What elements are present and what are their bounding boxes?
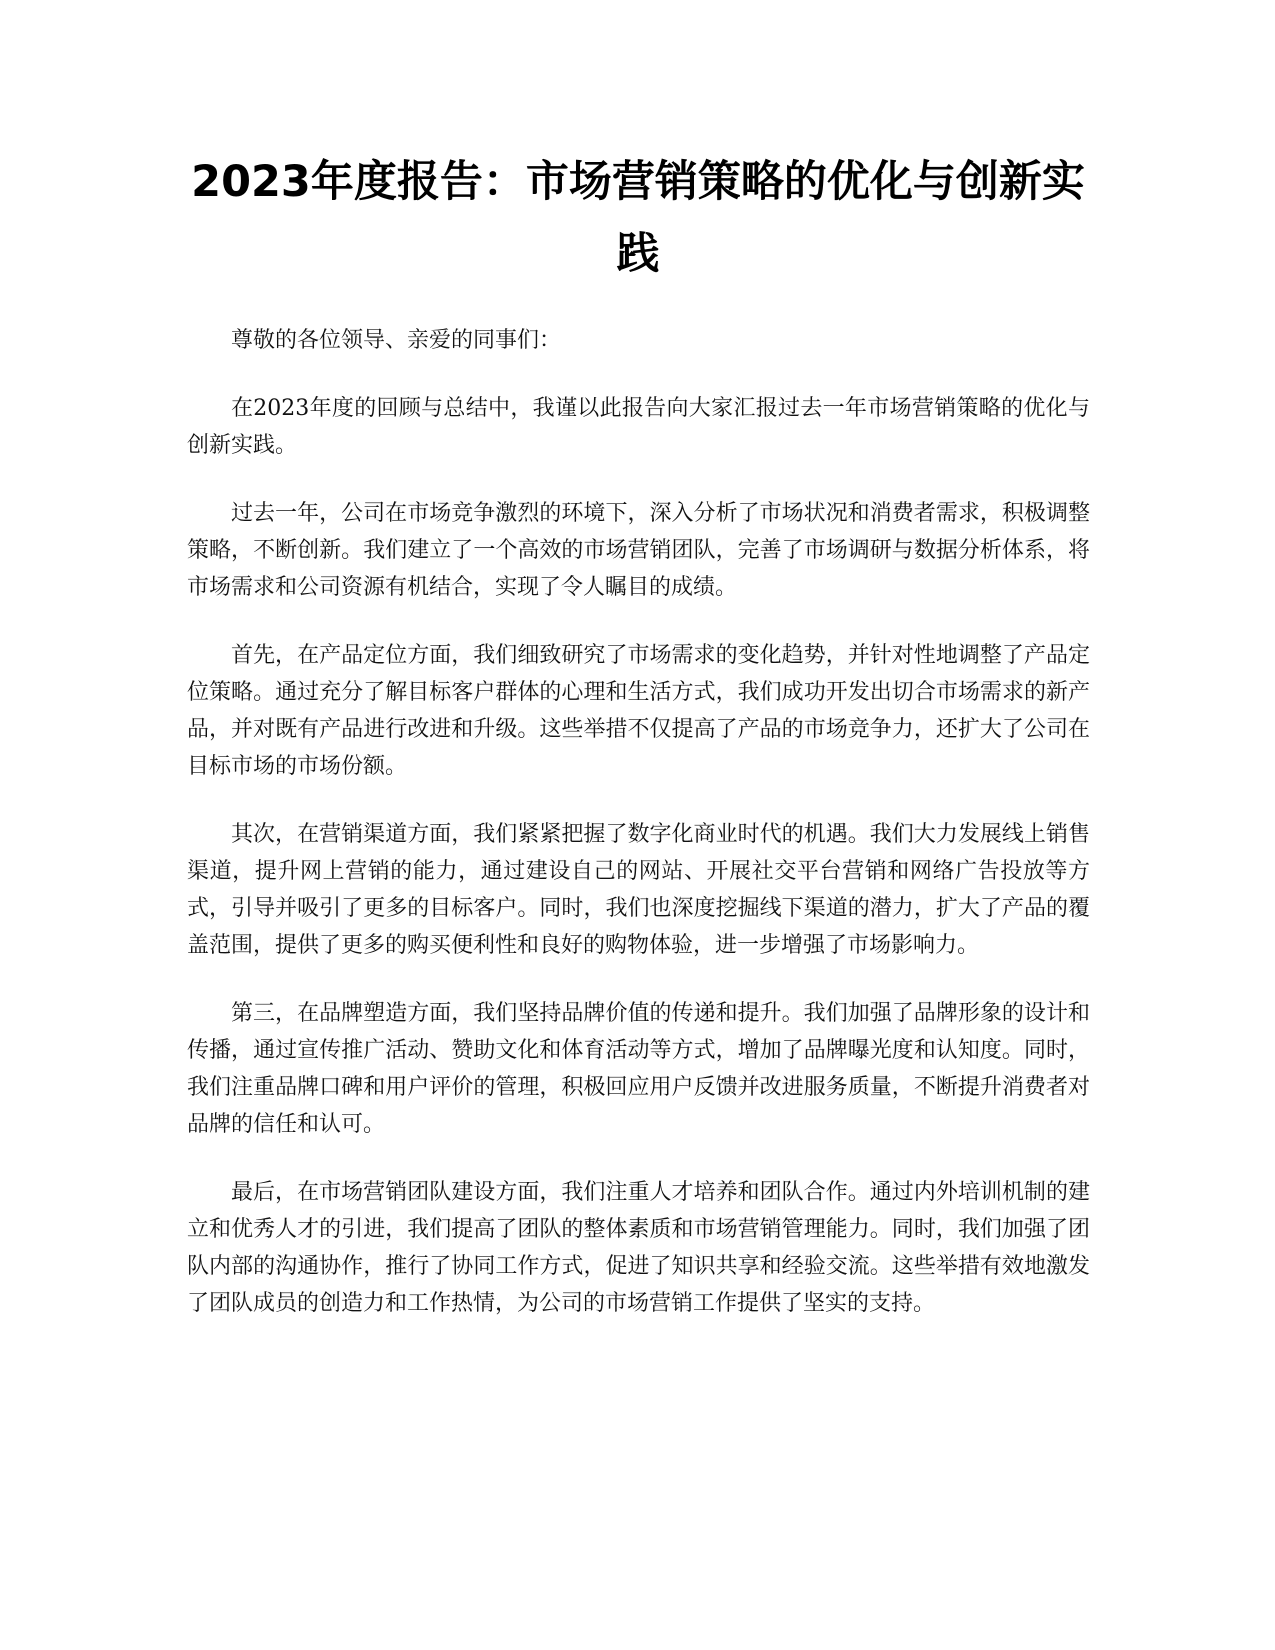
- product-positioning-paragraph: 首先，在产品定位方面，我们细致研究了市场需求的变化趋势，并针对性地调整了产品定位策略。通过充分了解目标客户群体的心理和生活方式，我们成功开发出切合市场需求的新产品，并对既有产品进行改进和升级。这些举措不仅提高了产品的市场竞争力，还扩大了公司在目标市场的市场份额。: [187, 643, 1090, 779]
- team-building-paragraph: 最后，在市场营销团队建设方面，我们注重人才培养和团队合作。通过内外培训机制的建立和优秀人才的引进，我们提高了团队的整体素质和市场营销管理能力。同时，我们加强了团队内部的沟通协作，推行了协同工作方式，促进了知识共享和经验交流。这些举措有效地激发了团队成员的创造力和工作热情，为公司的市场营销工作提供了坚实的支持。: [187, 1180, 1090, 1316]
- overview-paragraph: 过去一年，公司在市场竞争激烈的环境下，深入分析了市场状况和消费者需求，积极调整策略，不断创新。我们建立了一个高效的市场营销团队，完善了市场调研与数据分析体系，将市场需求和公司资源有机结合，实现了令人瞩目的成绩。: [187, 501, 1090, 600]
- document-title: 2023年度报告：市场营销策略的优化与创新实践: [191, 157, 1085, 279]
- brand-building-paragraph: 第三，在品牌塑造方面，我们坚持品牌价值的传递和提升。我们加强了品牌形象的设计和传播，通过宣传推广活动、赞助文化和体育活动等方式，增加了品牌曝光度和认知度。同时，我们注重品牌口碑和用户评价的管理，积极回应用户反馈并改进服务质量，不断提升消费者对品牌的信任和认可。: [187, 1001, 1090, 1137]
- salutation-paragraph: 尊敬的各位领导、亲爱的同事们：: [231, 328, 562, 353]
- marketing-channels-paragraph: 其次，在营销渠道方面，我们紧紧把握了数字化商业时代的机遇。我们大力发展线上销售渠道，提升网上营销的能力，通过建设自己的网站、开展社交平台营销和网络广告投放等方式，引导并吸引了更多的目标客户。同时，我们也深度挖掘线下渠道的潜力，扩大了产品的覆盖范围，提供了更多的购买便利性和良好的购物体验，进一步增强了市场影响力。: [187, 822, 1090, 958]
- document-body: [187, 322, 1090, 1353]
- intro-paragraph: 在2023年度的回顾与总结中，我谨以此报告向大家汇报过去一年市场营销策略的优化与创新实践。: [187, 396, 1090, 458]
